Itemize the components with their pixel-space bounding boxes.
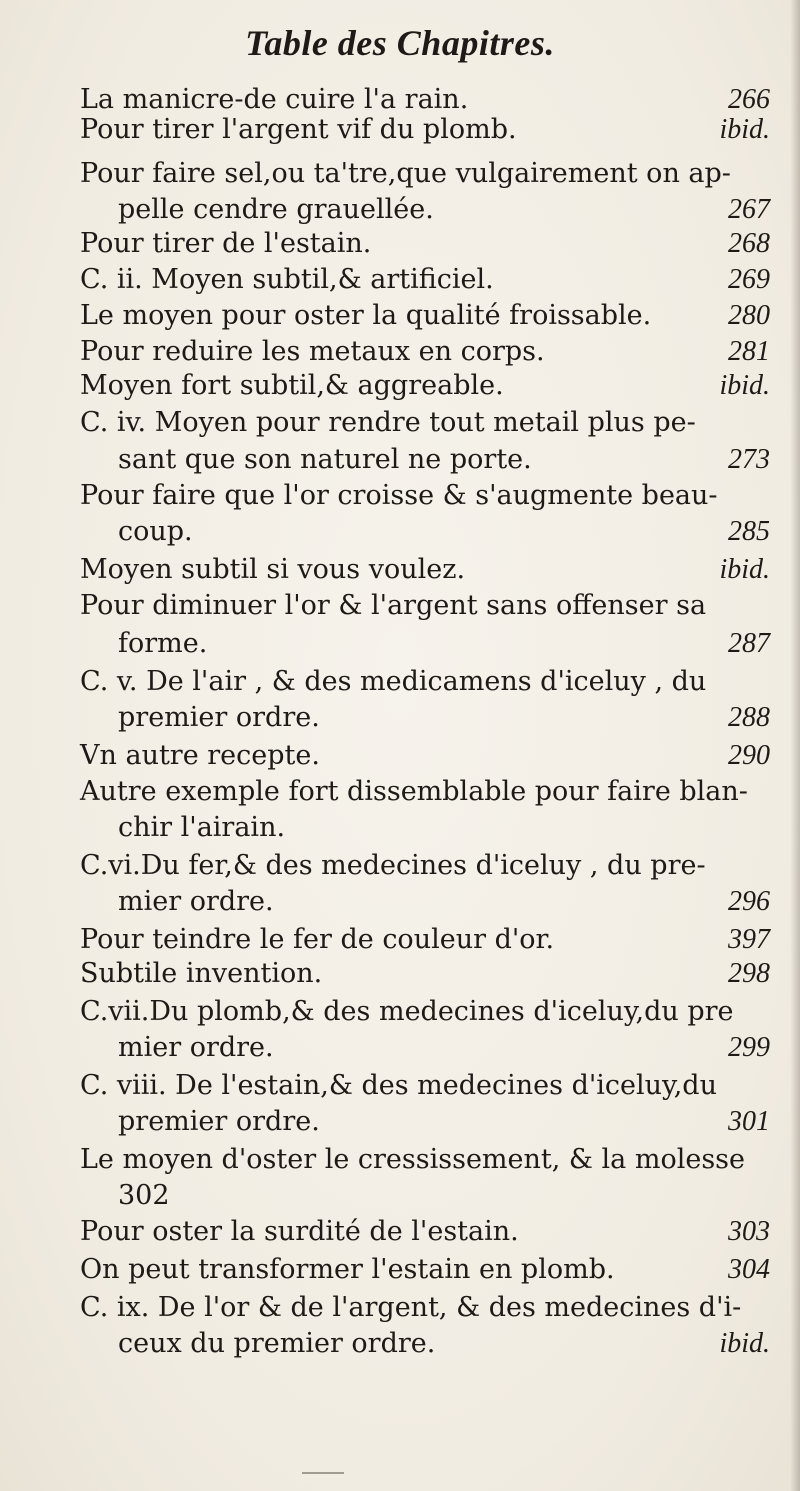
entry-text: On peut transformer l'estain en plomb. <box>80 1254 615 1285</box>
entry-text: C.vi.Du fer,& des medecines d'iceluy , du pre- <box>80 850 706 881</box>
toc-line <box>80 738 770 774</box>
entry-text: C. iv. Moyen pour rendre tout metail plus pe- <box>80 407 696 438</box>
entry-text: chir l'airain. <box>118 812 286 843</box>
toc-line <box>80 368 770 404</box>
entry-text: coup. <box>118 516 193 547</box>
toc-line <box>80 774 770 810</box>
toc-line <box>118 1030 770 1066</box>
entry-text: ceux du premier ordre. <box>118 1328 436 1359</box>
entry-page: 299 <box>728 1032 770 1063</box>
entry-text: Pour tirer de l'estain. <box>80 228 372 259</box>
toc-line <box>80 156 770 192</box>
toc-line <box>80 664 770 700</box>
entry-text: pelle cendre grauellée. <box>118 194 434 225</box>
entry-page: 303 <box>728 1216 770 1247</box>
entry-page: ibid. <box>719 554 770 585</box>
entry-text: Pour diminuer l'or & l'argent sans offenser sa <box>80 590 707 621</box>
toc-line <box>80 1142 770 1178</box>
toc-line <box>118 514 770 550</box>
entry-page: 287 <box>728 628 770 659</box>
toc-line <box>80 405 770 441</box>
entry-text: C. ix. De l'or & de l'argent, & des medecines d'i- <box>80 1292 742 1323</box>
entry-text: Moyen subtil si vous voulez. <box>80 554 466 585</box>
entry-page: 296 <box>728 886 770 917</box>
toc-line <box>80 552 770 588</box>
entry-text: C. v. De l'air , & des medicamens d'iceluy , du <box>80 666 707 697</box>
toc-line <box>118 192 770 228</box>
toc-line <box>118 810 770 846</box>
toc-line <box>80 334 770 370</box>
entry-page: 301 <box>728 1106 770 1137</box>
entry-page: 268 <box>728 228 770 259</box>
entry-text: mier ordre. <box>118 886 274 917</box>
toc-line <box>80 1290 770 1326</box>
entry-page: ibid. <box>719 370 770 401</box>
entry-page: 285 <box>728 516 770 547</box>
page-edge-shadow <box>790 0 800 1491</box>
toc-line <box>80 848 770 884</box>
entry-page: 269 <box>728 264 770 295</box>
entry-text: mier ordre. <box>118 1032 274 1063</box>
entry-page: 288 <box>728 702 770 733</box>
entry-page: 304 <box>728 1254 770 1285</box>
entry-page: 397 <box>728 924 770 955</box>
entry-page: 290 <box>728 740 770 771</box>
toc-line <box>80 956 770 992</box>
toc-line <box>80 922 770 958</box>
entry-text: sant que son naturel ne porte. <box>118 444 532 475</box>
entry-text: C. viii. De l'estain,& des medecines d'iceluy,du <box>80 1070 717 1101</box>
entry-text: Pour oster la surdité de l'estain. <box>80 1216 519 1247</box>
entry-text: Pour reduire les metaux en corps. <box>80 336 545 367</box>
entry-text: Pour faire sel,ou ta'tre,que vulgairement on ap- <box>80 158 731 189</box>
entry-page: 273 <box>728 444 770 475</box>
entry-page: ibid. <box>719 114 770 145</box>
entry-text: 302 <box>118 1180 170 1211</box>
entry-text: premier ordre. <box>118 702 320 733</box>
toc-line <box>118 1326 770 1362</box>
entry-text: Pour tirer l'argent vif du plomb. <box>80 114 517 145</box>
toc-line <box>118 1178 770 1214</box>
entry-text: premier ordre. <box>118 1106 320 1137</box>
entry-text: Pour teindre le fer de couleur d'or. <box>80 924 555 955</box>
entry-text: C.vii.Du plomb,& des medecines d'iceluy,du pre <box>80 996 734 1027</box>
entry-text: Autre exemple fort dissemblable pour faire blan- <box>80 776 748 807</box>
page-title: Table des Chapitres. <box>245 23 555 63</box>
toc-line <box>80 994 770 1030</box>
toc-line <box>80 226 770 262</box>
entry-text: Moyen fort subtil,& aggreable. <box>80 370 504 401</box>
toc-line <box>80 1252 770 1288</box>
toc-line <box>118 700 770 736</box>
toc-line <box>80 298 770 334</box>
entry-page: 281 <box>728 336 770 367</box>
entry-text: forme. <box>118 628 208 659</box>
entry-text: La manicre-de cuire l'a rain. <box>80 84 469 115</box>
toc-line <box>80 262 770 298</box>
toc-line <box>80 112 770 148</box>
toc-line <box>80 1068 770 1104</box>
entry-page: 266 <box>728 84 770 115</box>
entry-text: C. ii. Moyen subtil,& artificiel. <box>80 264 494 295</box>
toc-line <box>118 442 770 478</box>
entry-text: Subtile invention. <box>80 958 323 989</box>
toc-line <box>118 626 770 662</box>
entry-page: 267 <box>728 194 770 225</box>
entry-text: Le moyen pour oster la qualité froissable. <box>80 300 652 331</box>
toc-line <box>80 588 770 624</box>
entry-text: Vn autre recepte. <box>80 740 320 771</box>
toc-line <box>118 884 770 920</box>
bottom-rule <box>302 1472 344 1474</box>
entry-text: Pour faire que l'or croisse & s'augmente beau- <box>80 480 718 511</box>
toc-line <box>80 478 770 514</box>
entry-text: Le moyen d'oster le cressissement, & la molesse <box>80 1144 746 1175</box>
toc-line <box>118 1104 770 1140</box>
entry-page: 280 <box>728 300 770 331</box>
entry-page: ibid. <box>719 1328 770 1359</box>
entry-page: 298 <box>728 958 770 989</box>
toc-line <box>80 1214 770 1250</box>
